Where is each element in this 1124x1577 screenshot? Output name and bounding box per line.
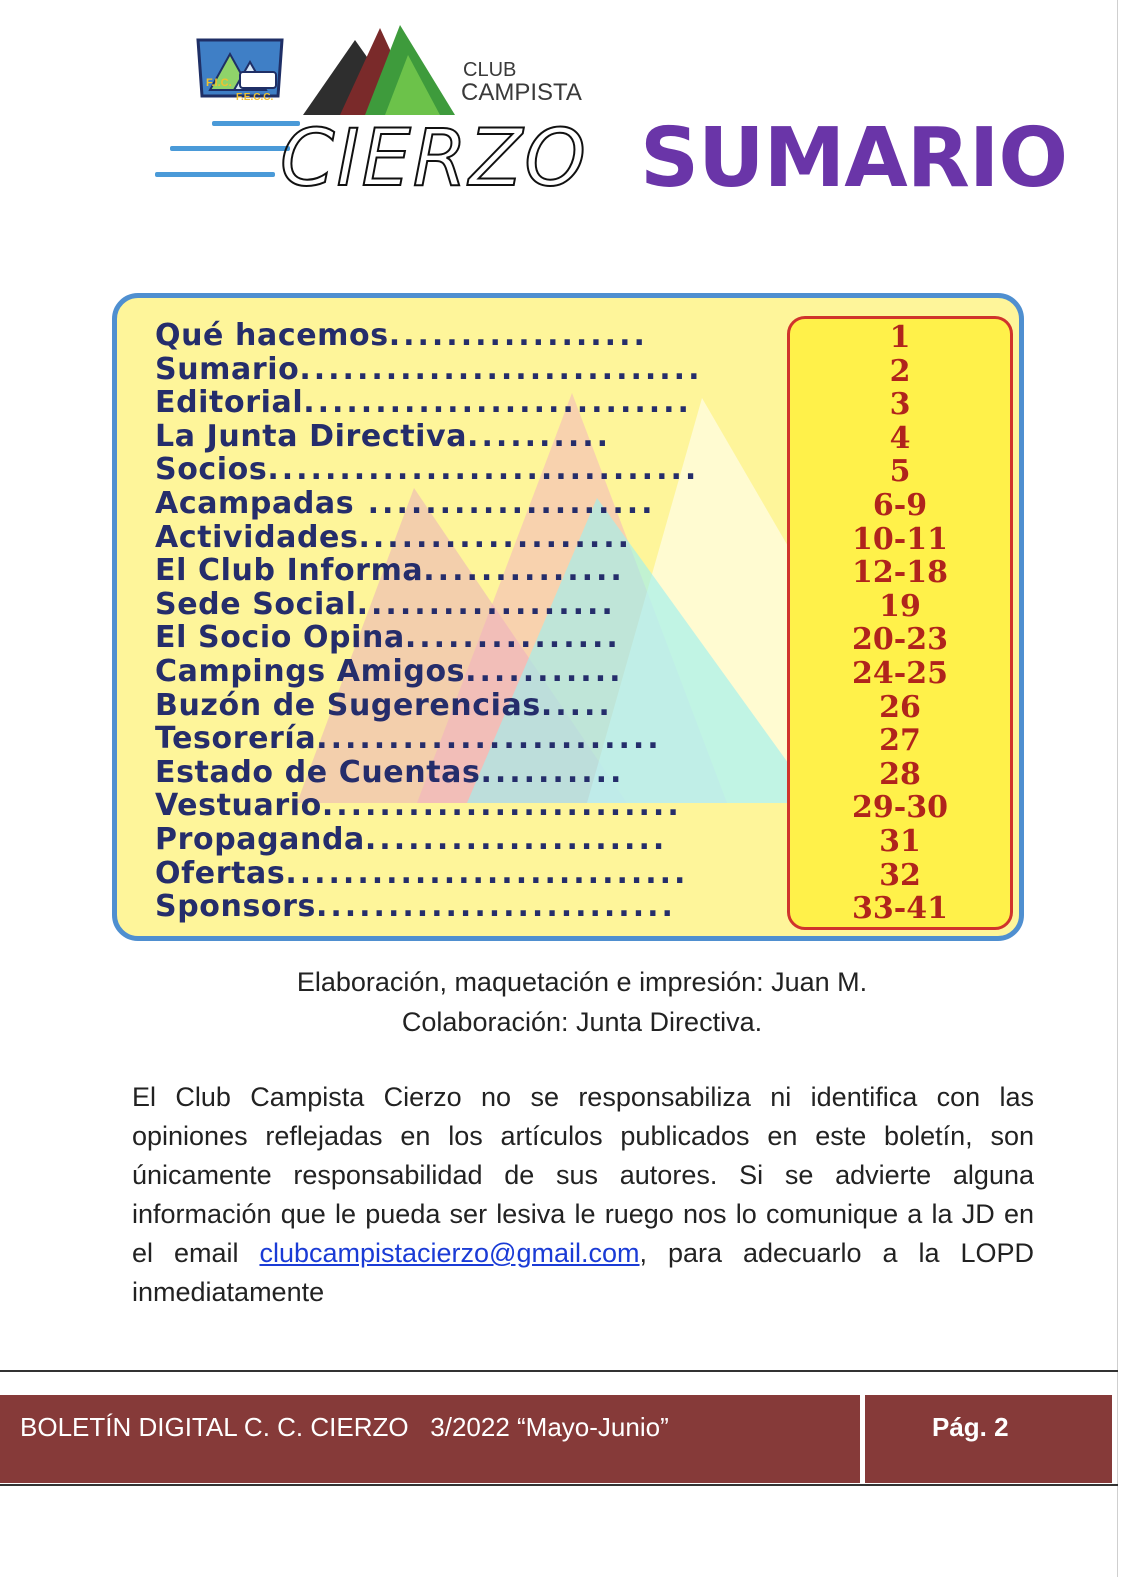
toc-entry bbox=[155, 689, 783, 723]
toc-entry-leader: .................. bbox=[388, 319, 648, 353]
toc-entry bbox=[155, 420, 783, 454]
toc-entry-label: Sponsors bbox=[155, 890, 316, 924]
table-of-contents bbox=[112, 293, 1024, 941]
footer-bottom-rule bbox=[0, 1484, 1118, 1486]
page-numbers bbox=[790, 319, 1010, 926]
toc-entry-label: Qué hacemos bbox=[155, 319, 389, 353]
toc-entry-leader: ........................ bbox=[316, 722, 662, 756]
email-link[interactable]: clubcampistacierzo@gmail.com bbox=[259, 1238, 640, 1268]
toc-entry-label: La Junta Directiva bbox=[155, 419, 468, 454]
toc-entry bbox=[155, 857, 783, 891]
toc-entry bbox=[155, 789, 783, 823]
toc-entry-label: Ofertas bbox=[155, 856, 286, 891]
toc-entry bbox=[155, 588, 783, 622]
logo-campista-text: CAMPISTA bbox=[461, 79, 582, 106]
toc-entry bbox=[155, 453, 783, 487]
toc-entry-label: Socios bbox=[155, 453, 268, 487]
toc-entry-label: Editorial bbox=[155, 386, 304, 420]
toc-page-number: 10-11 bbox=[852, 521, 948, 557]
toc-entry bbox=[155, 521, 783, 555]
toc-entry bbox=[155, 756, 783, 790]
toc-entry-label: Vestuario bbox=[155, 789, 322, 823]
toc-page-number: 28 bbox=[879, 756, 921, 792]
footer-publication: BOLETÍN DIGITAL C. C. CIERZO 3/2022 “Mayo-Junio” bbox=[20, 1412, 669, 1442]
toc-page-number: 29-30 bbox=[852, 790, 948, 826]
toc-page-number: 1 bbox=[889, 320, 911, 355]
toc-page-number: 19 bbox=[879, 588, 921, 624]
toc-entry-leader: ........... bbox=[465, 654, 624, 689]
toc-entry-leader: .............. bbox=[423, 554, 625, 588]
mountains-icon bbox=[303, 25, 455, 115]
credits-line-1: Elaboración, maquetación e impresión: Juan M. bbox=[296, 967, 868, 997]
toc-entry-leader: .................. bbox=[356, 587, 616, 622]
toc-page-number: 31 bbox=[879, 823, 921, 859]
toc-entry-leader: ........................... bbox=[303, 386, 692, 420]
logo-cierzo-text: CIERZO bbox=[280, 114, 588, 200]
fic-badge-bottom: F.E.C.C. bbox=[236, 92, 274, 103]
disclaimer-text-end: , para adecuarlo a la LOPD inmediatamente bbox=[132, 1238, 1034, 1307]
fic-badge-icon bbox=[198, 40, 282, 103]
toc-page-number: 32 bbox=[879, 857, 921, 893]
toc-page-number: 4 bbox=[889, 420, 911, 456]
toc-page-number: 6-9 bbox=[872, 487, 928, 523]
toc-entry-leader: .......... bbox=[480, 755, 625, 790]
toc-entry-leader: ......................... bbox=[315, 890, 676, 924]
footer-bar bbox=[0, 1395, 1112, 1483]
toc-entry bbox=[155, 621, 783, 655]
toc-entry-leader: ......................... bbox=[321, 789, 682, 823]
toc-entry-label: Estado de Cuentas bbox=[155, 755, 481, 790]
toc-entry bbox=[155, 890, 783, 924]
toc-page-number: 3 bbox=[889, 387, 911, 423]
disclaimer-paragraph bbox=[132, 1078, 1034, 1312]
toc-entry-leader: .......... bbox=[467, 419, 612, 454]
toc-entry-leader: .............................. bbox=[267, 453, 700, 487]
toc-entry bbox=[155, 722, 783, 756]
footer-divider bbox=[860, 1395, 865, 1483]
toc-entry bbox=[155, 655, 783, 689]
toc-entry-label: Buzón de Sugerencias bbox=[155, 688, 541, 723]
toc-entry bbox=[155, 823, 783, 857]
toc-page-number: 20-23 bbox=[852, 622, 948, 658]
toc-entry-label: Campings Amigos bbox=[155, 654, 466, 689]
toc-entry bbox=[155, 386, 783, 420]
toc-entry bbox=[155, 353, 783, 387]
wind-lines-icon bbox=[155, 121, 300, 177]
page-number-column bbox=[787, 316, 1013, 930]
toc-page-number: 12-18 bbox=[852, 555, 948, 591]
toc-entry-leader: ..... bbox=[540, 688, 613, 723]
page-title: SUMARIO bbox=[640, 111, 1068, 206]
footer-top-rule bbox=[0, 1370, 1118, 1372]
credits bbox=[0, 962, 1124, 1042]
toc-page-number: 33-41 bbox=[852, 891, 948, 927]
toc-entry-label: Tesorería bbox=[155, 722, 317, 756]
toc-entry bbox=[155, 319, 783, 353]
toc-entry bbox=[155, 554, 783, 588]
toc-entry-leader: ............... bbox=[404, 621, 621, 655]
toc-entry-leader: ..................... bbox=[364, 822, 668, 857]
toc-entry-leader: ............................ bbox=[299, 352, 703, 387]
club-logo-graphic bbox=[150, 20, 590, 200]
toc-entry-leader: .................... bbox=[354, 486, 656, 521]
toc-entry-label: El Club Informa bbox=[155, 554, 424, 588]
club-logo bbox=[150, 20, 590, 200]
footer-page-number: Pág. 2 bbox=[932, 1412, 1009, 1442]
toc-page-number: 26 bbox=[879, 689, 921, 725]
toc-entries bbox=[155, 319, 783, 924]
toc-entry-leader: ............................ bbox=[285, 856, 689, 891]
toc-page-number: 2 bbox=[889, 353, 911, 389]
toc-page-number: 27 bbox=[879, 723, 921, 759]
toc-entry-label: Sumario bbox=[155, 352, 300, 387]
toc-entry-label: Propaganda bbox=[155, 822, 365, 857]
logo-club-text: CLUB bbox=[463, 59, 517, 81]
fic-badge-top: F.I.C. bbox=[206, 77, 232, 89]
toc-entry-label: Actividades bbox=[155, 520, 359, 555]
disclaimer-text: El Club Campista Cierzo no se responsabiliza ni identifica con las opiniones reflejadas en los artículos publicados en este boletín, son únicamente responsabilidad de sus autores. Si se advierte alguna información que le pueda ser lesiva le ruego nos lo comunique a la JD en el email bbox=[132, 1082, 1034, 1268]
toc-entry-label: El Socio Opina bbox=[155, 621, 405, 655]
toc-entry-leader: ................... bbox=[358, 520, 633, 555]
toc-entry bbox=[155, 487, 783, 521]
toc-page-number: 5 bbox=[889, 454, 911, 490]
credits-line-2: Colaboración: Junta Directiva. bbox=[401, 1007, 763, 1037]
toc-entry-label: Acampadas bbox=[155, 486, 355, 521]
toc-page-number: 24-25 bbox=[852, 655, 948, 691]
toc-entry-label: Sede Social bbox=[155, 587, 357, 622]
